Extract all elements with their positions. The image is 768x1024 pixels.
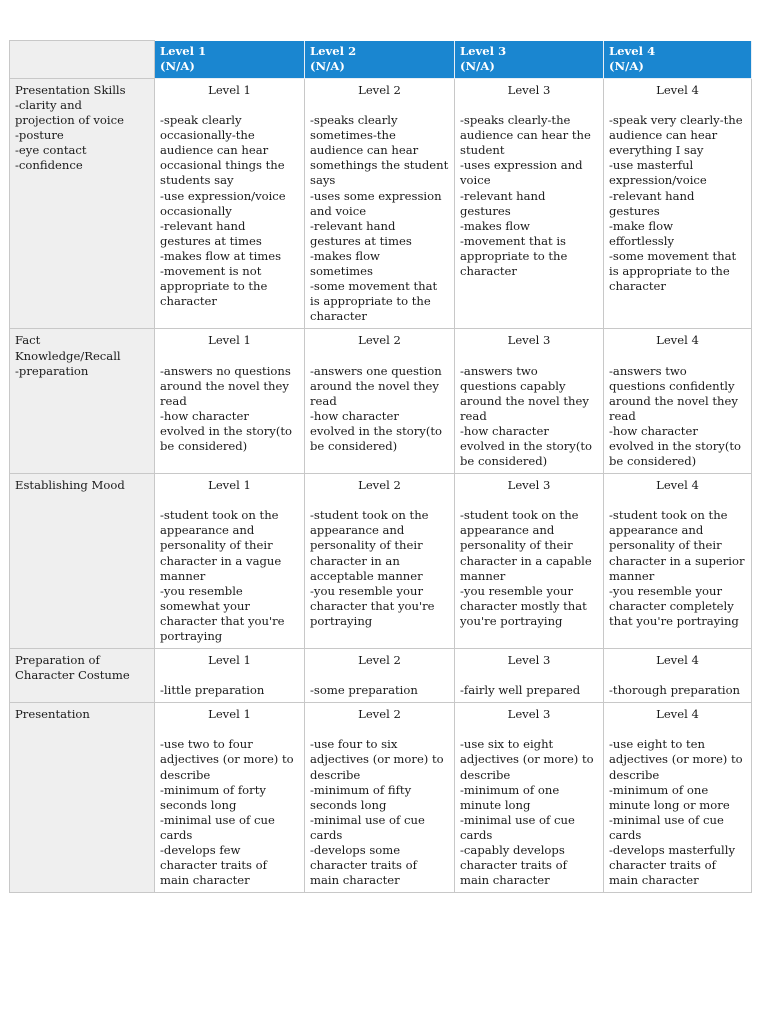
level-cell (155, 329, 305, 474)
descriptor-line: cards (160, 827, 193, 842)
descriptor-line: sometimes-the (310, 128, 396, 143)
descriptor-line: questions confidently (609, 378, 735, 393)
descriptor-line: character (460, 264, 517, 279)
descriptor-line: read (160, 393, 187, 408)
descriptor-line: -speaks clearly-the (460, 113, 571, 128)
descriptor-line: describe (310, 767, 361, 782)
descriptor-line: character traits of (609, 858, 716, 873)
descriptor-line: adjectives (or more) to (460, 752, 594, 767)
table-row (10, 474, 752, 649)
descriptor-line: manner (160, 568, 206, 583)
descriptor-line: read (609, 408, 636, 423)
level-cell (604, 703, 752, 893)
level-cell (604, 474, 752, 649)
descriptor-line: gestures (609, 203, 660, 218)
cell-level-label: Level 1 (208, 478, 251, 493)
header-level-title: Level 4 (609, 43, 656, 58)
cell-level-label: Level 3 (507, 653, 551, 668)
criterion-line: Character Costume (15, 668, 130, 683)
descriptor-line: adjectives (or more) to (310, 752, 444, 767)
descriptor-line: -uses expression and (460, 158, 583, 173)
descriptor-line: -how character (609, 423, 698, 438)
descriptor-line: evolved in the story(to (160, 423, 292, 438)
descriptor-line: -some preparation (310, 683, 418, 698)
descriptor-line: acceptable manner (310, 568, 423, 583)
descriptor-line: -movement is not (160, 264, 262, 279)
descriptor-line: portraying (160, 629, 223, 643)
descriptor-line: -capably develops (460, 843, 565, 858)
descriptor-line: -how character (310, 408, 399, 423)
header-level-sub: (N/A) (460, 58, 495, 73)
descriptor-line: -thorough preparation (609, 683, 741, 698)
header-corner-cell (10, 41, 155, 79)
criterion-line: Presentation Skills (15, 83, 126, 97)
criterion-line: Establishing Mood (15, 478, 125, 493)
level-cell (155, 703, 305, 893)
descriptor-line: character completely (609, 598, 734, 613)
level-cell (604, 329, 752, 474)
cell-level-label: Level 2 (358, 653, 401, 668)
level-cell (604, 79, 752, 329)
criterion-line: Knowledge/Recall (15, 348, 121, 363)
descriptor-line: -relevant hand (460, 188, 546, 203)
criterion-line: projection of voice (15, 113, 124, 128)
descriptor-line: -develops masterfully (609, 843, 735, 858)
descriptor-line: -minimum of fifty (310, 782, 412, 797)
cell-level-label: Level 1 (208, 333, 251, 348)
criterion-line: -posture (15, 128, 64, 143)
descriptor-line: main character (310, 873, 400, 888)
header-level-title: Level 1 (160, 43, 207, 58)
descriptor-line: -you resemble (160, 583, 243, 598)
level-cell (155, 474, 305, 649)
level-cell (305, 474, 455, 649)
descriptor-line: be considered) (609, 454, 697, 469)
descriptor-line: seconds long (160, 797, 237, 812)
descriptor-line: around the novel they (160, 378, 289, 393)
descriptor-line: -makes flow at times (160, 248, 282, 263)
level-cell (455, 329, 604, 474)
descriptor-line: gestures at times (310, 233, 412, 248)
level-cell (155, 649, 305, 703)
descriptor-line: appropriate to the (460, 248, 568, 263)
criterion-cell (10, 79, 155, 329)
descriptor-line: character in a capable (460, 553, 592, 568)
header-level-3 (455, 41, 604, 79)
cell-level-label: Level 2 (358, 478, 401, 493)
descriptor-line: audience can hear (160, 143, 269, 158)
descriptor-line: -student took on the (310, 508, 429, 523)
criterion-line: -preparation (15, 363, 89, 378)
descriptor-line: describe (609, 767, 660, 782)
descriptor-line: minute long or more (609, 797, 730, 812)
descriptor-line: evolved in the story(to (460, 438, 592, 453)
descriptor-line: audience can hear (609, 128, 718, 143)
header-level-sub: (N/A) (160, 58, 195, 73)
descriptor-line: cards (310, 827, 343, 842)
descriptor-line: appearance and (310, 523, 405, 538)
cell-level-label: Level 2 (358, 83, 401, 97)
descriptor-line: minute long (460, 797, 531, 812)
descriptor-line: appearance and (160, 523, 255, 538)
header-level-sub: (N/A) (310, 58, 345, 73)
descriptor-line: -use two to four (160, 737, 253, 752)
descriptor-line: -speaks clearly (310, 113, 398, 128)
descriptor-line: -relevant hand (609, 188, 695, 203)
criterion-line: Preparation of (15, 653, 100, 668)
criterion-line: -clarity and (15, 98, 82, 113)
descriptor-line: character in a superior (609, 553, 745, 568)
descriptor-line: audience can hear (310, 143, 419, 158)
descriptor-line: -relevant hand (160, 218, 246, 233)
descriptor-line: adjectives (or more) to (609, 752, 743, 767)
descriptor-line: character traits of (160, 858, 267, 873)
level-cell (305, 329, 455, 474)
table-row (10, 79, 752, 329)
descriptor-line: character (609, 279, 666, 294)
descriptor-line: main character (160, 873, 250, 888)
level-cell (305, 79, 455, 329)
descriptor-line: -use eight to ten (609, 737, 705, 752)
descriptor-line: -answers two (609, 363, 687, 378)
cell-level-label: Level 2 (358, 707, 401, 722)
descriptor-line: -answers no questions (160, 363, 291, 378)
descriptor-line: character mostly that (460, 598, 587, 613)
descriptor-line: -develops few (160, 843, 241, 858)
header-row (10, 41, 752, 79)
descriptor-line: occasionally-the (160, 128, 255, 143)
descriptor-line: adjectives (or more) to (160, 752, 294, 767)
descriptor-line: is appropriate to the (609, 264, 730, 279)
header-level-2 (305, 41, 455, 79)
descriptor-line: -use six to eight (460, 737, 554, 752)
descriptor-line: -relevant hand (310, 218, 396, 233)
header-level-4 (604, 41, 752, 79)
descriptor-line: character that you're (160, 613, 285, 628)
rubric-body (10, 79, 752, 893)
descriptor-line: gestures (460, 203, 511, 218)
descriptor-line: appearance and (609, 523, 704, 538)
table-row (10, 703, 752, 893)
descriptor-line: -minimal use of cue (160, 812, 275, 827)
header-level-title: Level 2 (310, 43, 357, 58)
descriptor-line: -little preparation (160, 683, 265, 698)
criterion-cell (10, 329, 155, 474)
descriptor-line: around the novel they (310, 378, 439, 393)
descriptor-line: read (460, 408, 487, 423)
descriptor-line: main character (609, 873, 699, 888)
descriptor-line: -student took on the (460, 508, 579, 523)
descriptor-line: character in a vague (160, 553, 282, 568)
descriptor-line: -makes flow (310, 248, 380, 263)
descriptor-line: around the novel they (609, 393, 738, 408)
descriptor-line: -minimal use of cue (609, 812, 724, 827)
descriptor-line: that you're portraying (609, 613, 739, 628)
descriptor-line: personality of their (160, 538, 273, 553)
descriptor-line: manner (609, 568, 655, 583)
descriptor-line: student (460, 143, 505, 158)
descriptor-line: around the novel they (460, 393, 589, 408)
descriptor-line: character (160, 294, 217, 309)
header-level-title: Level 3 (460, 43, 507, 58)
descriptor-line: audience can hear the (460, 128, 591, 143)
criterion-cell (10, 649, 155, 703)
cell-level-label: Level 3 (507, 478, 551, 493)
descriptor-line: -use four to six (310, 737, 398, 752)
criterion-cell (10, 474, 155, 649)
descriptor-line: -minimum of one (460, 782, 560, 797)
descriptor-line: you're portraying (460, 613, 563, 628)
descriptor-line: -use expression/voice (160, 188, 286, 203)
descriptor-line: describe (460, 767, 511, 782)
descriptor-line: somewhat your (160, 598, 250, 613)
criterion-line: -confidence (15, 158, 83, 173)
descriptor-line: -you resemble your (310, 583, 424, 598)
descriptor-line: everything I say (609, 143, 704, 158)
cell-level-label: Level 4 (656, 83, 699, 97)
descriptor-line: -student took on the (160, 508, 279, 523)
descriptor-line: appearance and (460, 523, 555, 538)
descriptor-line: character in an (310, 553, 400, 568)
descriptor-line: -answers two (460, 363, 538, 378)
descriptor-line: character traits of (310, 858, 417, 873)
descriptor-line: -how character (460, 423, 549, 438)
header-level-1 (155, 41, 305, 79)
descriptor-line: -minimal use of cue (460, 812, 575, 827)
cell-level-label: Level 3 (507, 707, 551, 722)
cell-level-label: Level 4 (656, 333, 699, 348)
descriptor-line: describe (160, 767, 211, 782)
descriptor-line: character traits of (460, 858, 567, 873)
descriptor-line: appropriate to the (160, 279, 268, 294)
descriptor-line: students say (160, 173, 234, 188)
descriptor-line: -some movement that (609, 248, 737, 263)
descriptor-line: somethings the student (310, 158, 449, 173)
descriptor-line: -minimum of one (609, 782, 709, 797)
criterion-cell (10, 703, 155, 893)
descriptor-line: questions capably (460, 378, 566, 393)
descriptor-line: character that you're (310, 598, 435, 613)
descriptor-line: -speak clearly (160, 113, 242, 128)
descriptor-line: sometimes (310, 264, 373, 279)
descriptor-line: manner (460, 568, 506, 583)
cell-level-label: Level 1 (208, 707, 251, 722)
descriptor-line: -you resemble your (609, 583, 723, 598)
descriptor-line: -movement that is (460, 233, 567, 248)
cell-level-label: Level 3 (507, 333, 551, 348)
cell-level-label: Level 2 (358, 333, 401, 348)
cell-level-label: Level 1 (208, 653, 251, 668)
descriptor-line: is appropriate to the (310, 294, 431, 309)
descriptor-line: -use masterful (609, 158, 694, 173)
descriptor-line: -you resemble your (460, 583, 574, 598)
criterion-line: Presentation (15, 707, 90, 722)
descriptor-line: be considered) (460, 454, 548, 469)
cell-level-label: Level 1 (208, 83, 251, 97)
descriptor-line: character (310, 309, 367, 324)
criterion-line: Fact (15, 333, 41, 348)
descriptor-line: -make flow (609, 218, 674, 233)
descriptor-line: personality of their (310, 538, 423, 553)
descriptor-line: -student took on the (609, 508, 728, 523)
descriptor-line: gestures at times (160, 233, 262, 248)
descriptor-line: personality of their (460, 538, 573, 553)
descriptor-line: -makes flow (460, 218, 530, 233)
descriptor-line: occasionally (160, 203, 232, 218)
level-cell (305, 703, 455, 893)
descriptor-line: read (310, 393, 337, 408)
cell-level-label: Level 4 (656, 653, 699, 668)
level-cell (455, 79, 604, 329)
level-cell (604, 649, 752, 703)
level-cell (155, 79, 305, 329)
descriptor-line: effortlessly (609, 233, 675, 248)
descriptor-line: -minimal use of cue (310, 812, 425, 827)
descriptor-line: seconds long (310, 797, 387, 812)
descriptor-line: main character (460, 873, 550, 888)
descriptor-line: -develops some (310, 843, 401, 858)
descriptor-line: -uses some expression (310, 188, 442, 203)
descriptor-line: be considered) (160, 438, 248, 453)
level-cell (455, 474, 604, 649)
descriptor-line: -fairly well prepared (460, 683, 581, 698)
level-cell (305, 649, 455, 703)
header-level-sub: (N/A) (609, 58, 644, 73)
table-row (10, 649, 752, 703)
descriptor-line: occasional things the (160, 158, 285, 173)
descriptor-line: evolved in the story(to (310, 423, 442, 438)
descriptor-line: portraying (310, 613, 373, 628)
descriptor-line: and voice (310, 203, 367, 218)
descriptor-line: expression/voice (609, 173, 707, 188)
level-cell (455, 649, 604, 703)
descriptor-line: -how character (160, 408, 249, 423)
descriptor-line: -speak very clearly-the (609, 113, 743, 128)
cell-level-label: Level 4 (656, 707, 699, 722)
criterion-line: -eye contact (15, 143, 87, 158)
descriptor-line: voice (460, 173, 491, 188)
descriptor-line: evolved in the story(to (609, 438, 741, 453)
descriptor-line: cards (460, 827, 493, 842)
level-cell (455, 703, 604, 893)
cell-level-label: Level 3 (507, 83, 551, 97)
descriptor-line: -answers one question (310, 363, 442, 378)
descriptor-line: says (310, 173, 336, 188)
rubric-table (9, 40, 752, 893)
descriptor-line: personality of their (609, 538, 722, 553)
descriptor-line: be considered) (310, 438, 398, 453)
table-row (10, 329, 752, 474)
descriptor-line: -minimum of forty (160, 782, 266, 797)
descriptor-line: -some movement that (310, 279, 438, 294)
descriptor-line: cards (609, 827, 642, 842)
cell-level-label: Level 4 (656, 478, 699, 493)
